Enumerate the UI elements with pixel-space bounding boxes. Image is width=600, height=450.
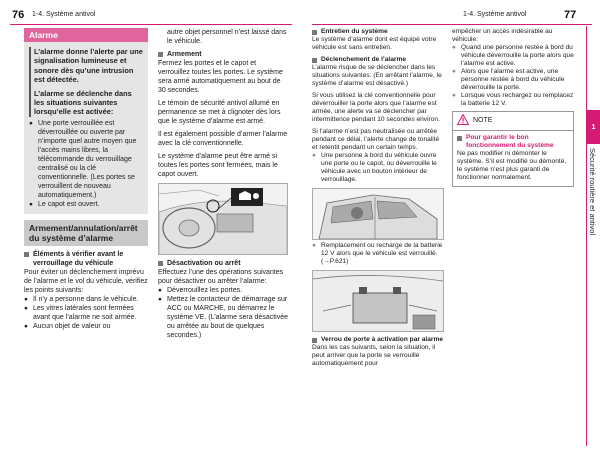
column-3 [312, 28, 444, 368]
right-header-rule [312, 24, 592, 25]
list-item: ● Aucun objet de valeur ou [24, 322, 148, 331]
arming-heading: Armement [158, 50, 288, 59]
arming-para-3: Il est également possible d’armer l’alarme avec la clé conventionnelle. [158, 131, 288, 147]
continued-text: empêcher un accès indésirable au véhicule: [452, 28, 553, 43]
note-header [453, 112, 573, 131]
car-door-illustration [312, 188, 444, 240]
door-lock-text: Dans les cas suivants, selon la situation, il peut arriver que la porte se verrouille automatiquement pour [312, 344, 436, 367]
alarm-trigger-text: L’alarme se déclenche dans les situations suivantes lorsqu’elle est activée: [34, 88, 132, 117]
disarm-intro: Effectuez l’une des opérations suivantes pour désactiver ou arrêter l’alarme: [158, 269, 284, 285]
right-section-header: 1-4. Système antivol [463, 11, 527, 18]
sidebar-rule [586, 26, 587, 446]
list-item: ● Déverrouillez les portes. [158, 286, 288, 295]
list-item: ● Lorsque vous rechargez ou remplacez la batterie 12 V. [452, 92, 574, 108]
continued-text: autre objet personnel n’est laissé dans le véhicule. [167, 29, 287, 45]
maintenance-heading: Entretien du système [312, 28, 444, 36]
column-1 [24, 28, 148, 331]
list-item: ● Il n’y a personne dans le véhicule. [24, 295, 148, 304]
arming-para-4: Le système d’alarme peut être armé si toutes les portes sont fermées, mais le capot ouvert. [158, 153, 278, 178]
list-item: ● Une personne à bord du véhicule ouvre une porte ou le capot, ou déverrouille le véhicule avec un bouton intérieur de verrouillage. [312, 152, 444, 184]
trigger-text: L’alarme risque de se déclencher dans les situations suivantes: (En arrêtant l’alarme, le système d’alarme est désactivé.) [312, 64, 442, 87]
alarm-intro-box [24, 42, 148, 214]
column-4 [452, 28, 574, 187]
alarm-intro-text: L’alarme donne l’alerte par une signalisation lumineuse et sonore dès qu’une intrusion est détectée. [34, 47, 143, 85]
car-door-drawing [313, 189, 443, 240]
column-2 [158, 28, 288, 340]
warning-icon [457, 114, 469, 128]
key-unlock-text: Si vous utilisez la clé conventionnelle pour déverrouiller la porte alors que l’alarme est armée, une alerte va se déclencher par intermittence pendant 10 secondes environ. [312, 92, 440, 123]
tone-change-text: Si l’alarme n’est pas neutralisée ou arrêtée pendant ce délai, l’alerte change de tonalité et retentit pendant un certain temps. [312, 128, 440, 151]
auto-lock-list [452, 44, 574, 108]
disarm-list [158, 286, 288, 340]
maintenance-text: Le système d’alarme dont est équipé votre véhicule est sans entretien. [312, 36, 437, 51]
door-lock-heading: Verrou de porte à activation par alarme [312, 336, 444, 344]
arming-section-title: Armement/annulation/arrêt du système d’alarme [24, 220, 148, 246]
list-item: ● Mettez le contacteur de démarrage sur ACC ou MARCHE, ou démarrez le système VE. (L’alarme sera désactivée ou arrêtée au bout de quelques secondes.) [158, 295, 288, 340]
checklist-heading: Éléments à vérifier avant le verrouillage du véhicule [24, 250, 148, 268]
checklist-intro: Pour éviter un déclenchement imprévu de l’alarme et le vol du véhicule, vérifiez les points suivants: [24, 268, 148, 294]
trigger-list-1 [312, 152, 444, 184]
note-text: Ne pas modifier ni démonter le système. S’il est modifié ou démonté, le système n’est plus garanti de fonctionner normalement. [457, 150, 567, 181]
chapter-title-vertical: Sécurité routière et antivol [588, 148, 597, 236]
note-box [452, 111, 574, 187]
list-item: ● Les vitres latérales sont fermées avant que l’alarme ne soit armée. [24, 304, 148, 322]
arming-para-1: Fermez les portes et le capot et verrouillez toutes les portes. Le système sera armé automatiquement au bout de 30 secondes. [158, 60, 283, 94]
alarm-trigger-list [29, 119, 143, 209]
dashboard-illustration [158, 183, 288, 255]
note-heading: Pour garantir le bon fonctionnement du système [457, 134, 569, 150]
list-item: ● Remplacement ou recharge de la batterie 12 V alors que le véhicule est verrouillé. (→P.621) [312, 242, 444, 266]
list-item: ● Quand une personne restée à bord du véhicule déverrouille la porte alors que l’alarme est active. [452, 44, 574, 68]
left-section-header: 1-4. Système antivol [32, 11, 96, 18]
list-item: ● Alors que l’alarme est active, une personne restée à bord du véhicule déverrouille la porte. [452, 68, 574, 92]
disarm-heading: Désactivation ou arrêt [158, 259, 288, 268]
chapter-tab: 1 [587, 110, 600, 144]
right-page-number: 77 [564, 9, 577, 21]
trigger-heading: Déclenchement de l’alarme [312, 56, 444, 64]
list-item: ● Une porte verrouillée est déverrouillée ou ouverte par n’importe quel autre moyen que l’accès mains libres, la télécommande du verrouillage centralisé ou la clé conventionnelle. (Les portes se verrouillent de nouveau automatiquement.) [29, 119, 143, 200]
alarm-section-title: Alarme [24, 28, 148, 42]
dashboard-drawing [159, 184, 287, 255]
battery-illustration [312, 270, 444, 332]
note-label: NOTE [473, 117, 493, 124]
arming-para-2: Le témoin de sécurité antivol allumé en permanence se met à clignoter dès lors que le système d’alarme est armé. [158, 100, 281, 125]
battery-drawing [313, 271, 443, 332]
list-item: ● Le capot est ouvert. [29, 200, 143, 209]
trigger-list-2 [312, 242, 444, 266]
left-header-rule [10, 24, 292, 25]
left-page-number: 76 [12, 9, 25, 21]
checklist-list [24, 295, 148, 331]
